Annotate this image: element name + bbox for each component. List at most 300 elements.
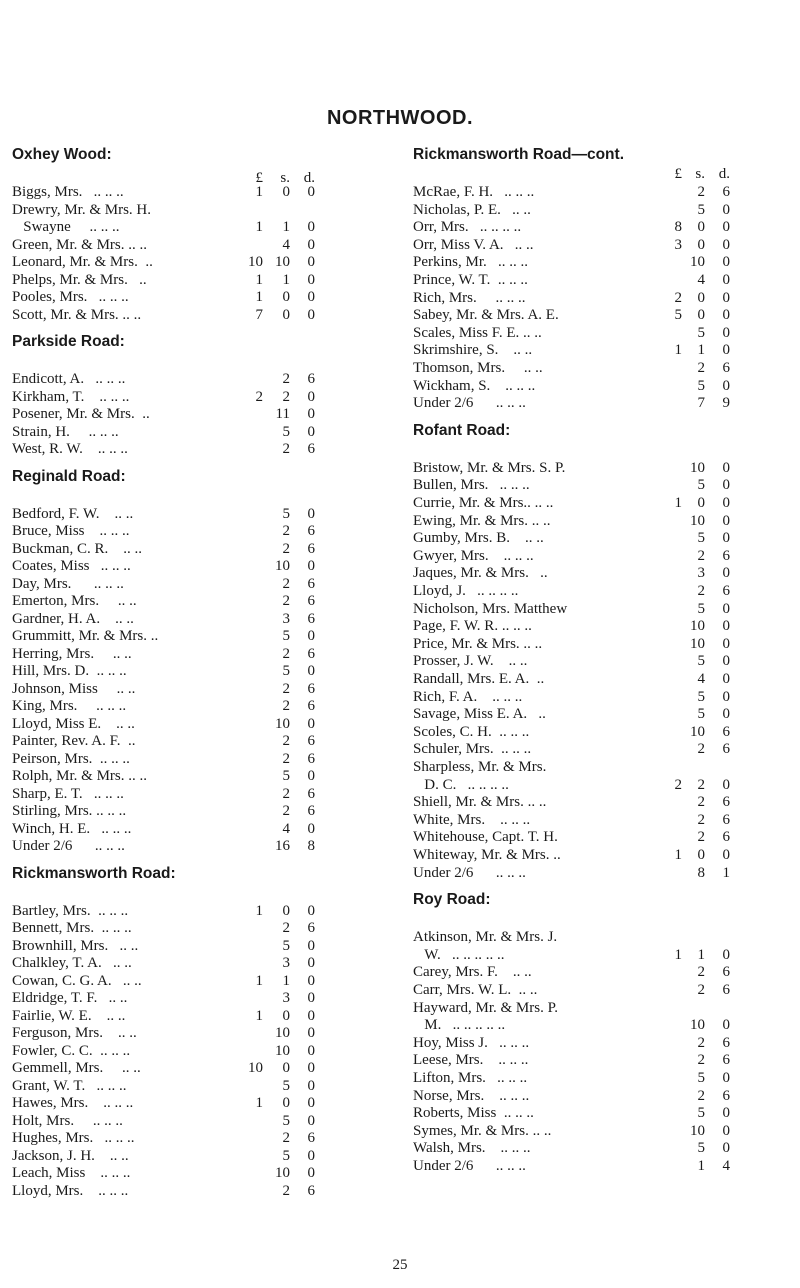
subscriber-name: Currie, Mr. & Mrs.. .. .. xyxy=(413,495,554,511)
amount-pence: 0 xyxy=(722,272,730,288)
amount-pence: 6 xyxy=(307,371,315,387)
amount-shillings: 2 xyxy=(697,583,705,599)
amount-pence: 0 xyxy=(722,236,730,253)
section-heading: Parkside Road: xyxy=(12,333,125,350)
currency-header-shillings: s. xyxy=(695,166,705,182)
amount-pence: 0 xyxy=(722,1140,730,1157)
amount-pence: 0 xyxy=(722,653,730,670)
subscriber-name: Nicholas, P. E. .. .. xyxy=(413,201,531,218)
currency-header-pence: d. xyxy=(718,166,730,182)
amount-shillings: 0 xyxy=(697,219,705,236)
subscriber-name: Kirkham, T. .. .. .. xyxy=(12,388,130,405)
amount-shillings: 0 xyxy=(282,184,290,200)
amount-pence: 0 xyxy=(722,1017,730,1034)
subscriber-name: Green, Mr. & Mrs. .. .. xyxy=(12,236,147,253)
subscriber-name: Scales, Miss F. E. .. .. xyxy=(413,324,542,341)
amount-shillings: 1 xyxy=(282,271,290,288)
amount-pence: 0 xyxy=(307,990,315,1006)
section-heading: Rickmansworth Road—cont. xyxy=(413,146,624,163)
subscriber-row xyxy=(413,688,730,706)
subscriber-row xyxy=(413,1104,730,1122)
amount-pounds: 10 xyxy=(248,1060,263,1076)
amount-shillings: 16 xyxy=(275,838,290,854)
subscriber-name: Wickham, S. .. .. .. xyxy=(413,377,536,394)
amount-pence: 0 xyxy=(722,459,730,476)
subscriber-name: King, Mrs. .. .. .. xyxy=(12,698,127,714)
subscriber-name: Bennett, Mrs. .. .. .. xyxy=(12,920,132,936)
subscriber-name: Whiteway, Mr. & Mrs. .. xyxy=(413,847,561,863)
amount-shillings: 1 xyxy=(282,972,290,989)
amount-pence: 0 xyxy=(722,1070,730,1086)
amount-pence: 0 xyxy=(307,955,315,971)
subscriber-name: Rich, Mrs. .. .. .. xyxy=(413,289,526,306)
amount-shillings: 2 xyxy=(282,1182,290,1199)
subscriber-row xyxy=(12,201,315,219)
amount-shillings: 8 xyxy=(697,864,705,881)
amount-shillings: 10 xyxy=(690,618,705,635)
subscriber-row xyxy=(413,617,730,635)
amount-shillings: 2 xyxy=(697,811,705,828)
subscriber-row xyxy=(12,505,315,523)
amount-shillings: 0 xyxy=(697,236,705,253)
subscriber-name: Hill, Mrs. D. .. .. .. xyxy=(12,663,127,679)
amount-shillings: 4 xyxy=(282,820,290,837)
subscriber-row xyxy=(12,1042,315,1060)
amount-shillings: 2 xyxy=(282,371,290,387)
subscriber-row xyxy=(413,705,730,723)
amount-pounds: 1 xyxy=(674,946,682,963)
amount-pence: 0 xyxy=(307,768,315,784)
amount-pence: 6 xyxy=(307,750,315,767)
amount-shillings: 5 xyxy=(282,1147,290,1164)
subscriber-name: Gumby, Mrs. B. .. .. xyxy=(413,530,544,547)
subscriber-name: Emerton, Mrs. .. .. xyxy=(12,593,137,609)
subscriber-row xyxy=(413,1069,730,1087)
subscriber-row xyxy=(12,1077,315,1095)
currency-header-pence: d. xyxy=(303,170,315,186)
subscriber-row xyxy=(413,1139,730,1157)
amount-pence: 6 xyxy=(722,184,730,200)
amount-shillings: 2 xyxy=(282,575,290,592)
subscriber-row xyxy=(12,1164,315,1182)
amount-pence: 6 xyxy=(307,785,315,802)
subscriber-row xyxy=(413,652,730,670)
subscriber-name: Jaques, Mr. & Mrs. .. xyxy=(413,565,548,582)
amount-shillings: 11 xyxy=(275,406,290,422)
subscriber-row xyxy=(413,324,730,342)
amount-shillings: 5 xyxy=(282,423,290,440)
amount-pence: 0 xyxy=(307,820,315,837)
subscriber-name: D. C. .. .. .. .. xyxy=(413,776,509,793)
subscriber-row xyxy=(12,610,315,628)
amount-pence: 6 xyxy=(722,811,730,828)
subscriber-name: Rich, F. A. .. .. .. xyxy=(413,688,523,705)
subscriber-name: Brownhill, Mrs. .. .. xyxy=(12,937,139,954)
amount-pence: 6 xyxy=(722,723,730,740)
amount-shillings: 5 xyxy=(697,1070,705,1086)
amount-pounds: 7 xyxy=(255,306,263,323)
amount-pounds: 1 xyxy=(674,495,682,511)
subscriber-row xyxy=(12,989,315,1007)
subscriber-row xyxy=(12,1059,315,1077)
subscriber-name: Jackson, J. H. .. .. xyxy=(12,1147,129,1164)
subscriber-name: Stirling, Mrs. .. .. .. xyxy=(12,803,127,819)
amount-pounds: 1 xyxy=(255,1007,263,1024)
subscriber-row xyxy=(413,1087,730,1105)
subscriber-row xyxy=(12,183,315,201)
section-heading: Roy Road: xyxy=(413,891,491,909)
subscriber-name: Grant, W. T. .. .. .. xyxy=(12,1077,127,1094)
amount-pence: 6 xyxy=(722,1087,730,1104)
amount-shillings: 5 xyxy=(282,505,290,522)
amount-shillings: 0 xyxy=(697,495,705,511)
amount-shillings: 0 xyxy=(282,1060,290,1076)
section-heading: Oxhey Wood: xyxy=(12,146,112,163)
amount-shillings: 5 xyxy=(282,768,290,784)
amount-shillings: 1 xyxy=(697,342,705,359)
subscriber-name: Ferguson, Mrs. .. .. xyxy=(12,1025,137,1041)
subscriber-row xyxy=(12,388,315,406)
amount-pence: 6 xyxy=(307,698,315,714)
subscriber-row xyxy=(12,370,315,388)
subscriber-row xyxy=(12,1112,315,1130)
subscriber-row xyxy=(413,981,730,999)
subscriber-row xyxy=(413,529,730,547)
amount-pence: 0 xyxy=(307,1042,315,1059)
amount-shillings: 5 xyxy=(282,1077,290,1094)
amount-shillings: 2 xyxy=(282,680,290,697)
amount-pence: 0 xyxy=(722,495,730,511)
subscriber-name: Sharpless, Mr. & Mrs. xyxy=(413,759,547,775)
subscriber-name: Hoy, Miss J. .. .. .. xyxy=(413,1034,530,1051)
subscriber-row xyxy=(12,802,315,820)
amount-shillings: 0 xyxy=(282,306,290,323)
amount-pence: 6 xyxy=(307,540,315,557)
subscriber-row xyxy=(12,645,315,663)
amount-pounds: 5 xyxy=(674,307,682,324)
amount-shillings: 2 xyxy=(697,547,705,564)
subscriber-row xyxy=(12,271,315,289)
amount-pence: 0 xyxy=(722,377,730,394)
amount-shillings: 10 xyxy=(690,512,705,529)
amount-pence: 0 xyxy=(307,1095,315,1111)
subscriber-row xyxy=(413,635,730,653)
subscriber-row xyxy=(413,723,730,741)
subscriber-name: Painter, Rev. A. F. .. xyxy=(12,733,136,749)
amount-pounds: 8 xyxy=(674,219,682,236)
subscriber-row xyxy=(413,494,730,512)
subscriber-name: McRae, F. H. .. .. .. xyxy=(413,184,535,200)
subscriber-name: Strain, H. .. .. .. xyxy=(12,423,119,440)
subscriber-name: Winch, H. E. .. .. .. xyxy=(12,820,132,837)
subscriber-name: Bruce, Miss .. .. .. xyxy=(12,523,130,539)
subscriber-name: White, Mrs. .. .. .. xyxy=(413,811,531,828)
currency-header-pounds: £ xyxy=(255,170,263,186)
subscriber-row xyxy=(12,522,315,540)
amount-pence: 0 xyxy=(722,671,730,687)
amount-pence: 0 xyxy=(307,1007,315,1024)
amount-pence: 0 xyxy=(307,1025,315,1041)
amount-shillings: 2 xyxy=(282,441,290,457)
subscriber-row xyxy=(413,1157,730,1175)
amount-pence: 0 xyxy=(307,1077,315,1094)
subscriber-row xyxy=(12,627,315,645)
subscriber-row xyxy=(12,820,315,838)
amount-pence: 0 xyxy=(307,406,315,422)
amount-pounds: 2 xyxy=(674,289,682,306)
subscriber-name: Under 2/6 .. .. .. xyxy=(413,1158,526,1174)
subscriber-row xyxy=(413,846,730,864)
amount-shillings: 2 xyxy=(282,523,290,539)
amount-shillings: 2 xyxy=(697,776,705,793)
amount-shillings: 5 xyxy=(282,663,290,679)
amount-pence: 6 xyxy=(307,920,315,936)
amount-shillings: 3 xyxy=(282,955,290,971)
subscriber-row xyxy=(12,697,315,715)
subscriber-row xyxy=(413,341,730,359)
amount-pence: 0 xyxy=(722,307,730,324)
amount-pounds: 3 xyxy=(674,236,682,253)
subscriber-row xyxy=(12,1007,315,1025)
subscriber-row xyxy=(413,1051,730,1069)
amount-shillings: 5 xyxy=(282,1112,290,1129)
amount-shillings: 1 xyxy=(697,1158,705,1174)
subscriber-name: Swayne .. .. .. xyxy=(12,219,120,235)
amount-shillings: 5 xyxy=(282,937,290,954)
subscriber-row xyxy=(12,540,315,558)
subscriber-name: Bristow, Mr. & Mrs. S. P. xyxy=(413,459,566,476)
subscriber-row xyxy=(12,1024,315,1042)
amount-pence: 9 xyxy=(722,395,730,412)
subscriber-name: Lifton, Mrs. .. .. .. xyxy=(413,1070,528,1086)
subscriber-row xyxy=(12,662,315,680)
subscriber-row xyxy=(12,919,315,937)
amount-shillings: 1 xyxy=(697,946,705,963)
amount-pence: 0 xyxy=(722,688,730,705)
amount-pence: 0 xyxy=(722,201,730,218)
amount-pence: 6 xyxy=(722,741,730,758)
subscriber-name: Randall, Mrs. E. A. .. xyxy=(413,671,545,687)
amount-shillings: 10 xyxy=(275,558,290,574)
amount-pence: 6 xyxy=(722,982,730,998)
amount-shillings: 10 xyxy=(690,635,705,652)
subscriber-name: M. .. .. .. .. .. xyxy=(413,1017,506,1034)
amount-pence: 6 xyxy=(722,829,730,846)
amount-pence: 6 xyxy=(307,575,315,592)
amount-shillings: 2 xyxy=(282,750,290,767)
subscriber-name: Coates, Miss .. .. .. xyxy=(12,558,131,574)
subscriber-name: Day, Mrs. .. .. .. xyxy=(12,575,124,592)
subscriber-name: Leach, Miss .. .. .. xyxy=(12,1165,131,1181)
amount-pence: 6 xyxy=(307,610,315,627)
subscriber-name: Buckman, C. R. .. .. xyxy=(12,540,142,557)
amount-pence: 0 xyxy=(722,254,730,271)
subscriber-name: Sabey, Mr. & Mrs. A. E. xyxy=(413,307,559,324)
amount-pence: 6 xyxy=(307,523,315,539)
amount-pence: 0 xyxy=(307,972,315,989)
amount-pounds: 1 xyxy=(255,271,263,288)
amount-shillings: 2 xyxy=(697,184,705,200)
amount-shillings: 0 xyxy=(697,307,705,324)
subscriber-row xyxy=(12,575,315,593)
amount-pence: 6 xyxy=(307,1182,315,1199)
subscriber-row xyxy=(413,359,730,377)
subscriber-row xyxy=(12,715,315,733)
amount-pounds: 1 xyxy=(255,1095,263,1111)
amount-pounds: 10 xyxy=(248,254,263,270)
amount-shillings: 10 xyxy=(275,715,290,732)
amount-pence: 0 xyxy=(722,219,730,236)
subscriber-row xyxy=(12,680,315,698)
amount-pence: 0 xyxy=(307,937,315,954)
subscriber-row xyxy=(413,999,730,1017)
subscriber-row xyxy=(413,218,730,236)
subscriber-name: Bedford, F. W. .. .. xyxy=(12,505,134,522)
amount-shillings: 10 xyxy=(275,254,290,270)
amount-pence: 6 xyxy=(307,593,315,609)
subscriber-row xyxy=(413,582,730,600)
subscriber-row xyxy=(413,776,730,794)
amount-pence: 0 xyxy=(307,388,315,405)
amount-pence: 0 xyxy=(722,635,730,652)
amount-shillings: 7 xyxy=(697,395,705,412)
subscriber-row xyxy=(413,828,730,846)
amount-pence: 0 xyxy=(307,628,315,644)
amount-pounds: 2 xyxy=(255,388,263,405)
subscriber-row xyxy=(12,1129,315,1147)
amount-shillings: 4 xyxy=(282,236,290,253)
subscriber-name: Atkinson, Mr. & Mrs. J. xyxy=(413,929,558,946)
amount-pounds: 1 xyxy=(674,342,682,359)
amount-shillings: 5 xyxy=(697,530,705,547)
amount-shillings: 2 xyxy=(282,785,290,802)
subscriber-name: Herring, Mrs. .. .. xyxy=(12,645,132,662)
subscriber-row xyxy=(413,600,730,618)
amount-shillings: 5 xyxy=(697,324,705,341)
subscriber-name: Gwyer, Mrs. .. .. .. xyxy=(413,547,534,564)
subscriber-name: Page, F. W. R. .. .. .. xyxy=(413,618,532,635)
subscriber-row xyxy=(12,218,315,236)
amount-shillings: 4 xyxy=(697,671,705,687)
subscriber-name: Pooles, Mrs. .. .. .. xyxy=(12,289,129,305)
subscriber-name: Savage, Miss E. A. .. xyxy=(413,706,546,723)
amount-shillings: 2 xyxy=(697,1034,705,1051)
subscriber-name: Sharp, E. T. .. .. .. xyxy=(12,785,124,802)
subscriber-row xyxy=(413,306,730,324)
section-heading: Rofant Road: xyxy=(413,421,511,439)
subscriber-name: Lloyd, Mrs. .. .. .. xyxy=(12,1182,129,1199)
subscriber-name: W. .. .. .. .. .. xyxy=(413,946,505,963)
amount-shillings: 10 xyxy=(275,1042,290,1059)
amount-shillings: 2 xyxy=(282,803,290,819)
subscriber-name: Orr, Mrs. .. .. .. .. xyxy=(413,219,522,236)
subscriber-name: Hayward, Mr. & Mrs. P. xyxy=(413,999,558,1016)
subscriber-row xyxy=(413,271,730,289)
subscriber-row xyxy=(12,557,315,575)
amount-pence: 0 xyxy=(722,342,730,359)
subscriber-row xyxy=(12,440,315,458)
subscriber-name: Bartley, Mrs. .. .. .. xyxy=(12,902,129,919)
subscriber-row xyxy=(413,201,730,219)
subscriber-name: Price, Mr. & Mrs. .. .. xyxy=(413,635,543,652)
amount-shillings: 0 xyxy=(282,902,290,919)
subscriber-name: Lloyd, Miss E. .. .. xyxy=(12,715,135,732)
amount-shillings: 2 xyxy=(697,829,705,846)
amount-shillings: 5 xyxy=(697,1140,705,1157)
amount-shillings: 10 xyxy=(690,1122,705,1139)
amount-pence: 0 xyxy=(722,1122,730,1139)
amount-shillings: 2 xyxy=(282,388,290,405)
amount-pence: 0 xyxy=(307,271,315,288)
subscriber-row xyxy=(413,1016,730,1034)
amount-pounds: 2 xyxy=(674,776,682,793)
subscriber-row xyxy=(12,236,315,254)
subscriber-row xyxy=(12,253,315,271)
subscriber-name: Phelps, Mr. & Mrs. .. xyxy=(12,271,147,288)
amount-shillings: 5 xyxy=(697,477,705,494)
amount-shillings: 3 xyxy=(282,990,290,1006)
amount-pence: 0 xyxy=(307,715,315,732)
amount-pence: 0 xyxy=(722,477,730,494)
amount-shillings: 3 xyxy=(697,565,705,582)
subscriber-row xyxy=(12,937,315,955)
subscriber-name: Perkins, Mr. .. .. .. xyxy=(413,254,529,271)
subscriber-row xyxy=(12,972,315,990)
amount-pence: 0 xyxy=(307,1112,315,1129)
amount-pence: 0 xyxy=(722,618,730,635)
subscriber-row xyxy=(12,306,315,324)
amount-pounds: 1 xyxy=(674,847,682,863)
subscriber-row xyxy=(413,476,730,494)
amount-shillings: 2 xyxy=(697,360,705,376)
amount-pounds: 1 xyxy=(255,289,263,305)
amount-shillings: 0 xyxy=(282,289,290,305)
amount-pence: 6 xyxy=(722,360,730,376)
subscriber-row xyxy=(413,547,730,565)
amount-shillings: 2 xyxy=(697,794,705,811)
amount-shillings: 0 xyxy=(282,1095,290,1111)
amount-shillings: 10 xyxy=(690,254,705,271)
subscriber-name: Grummitt, Mr. & Mrs. .. xyxy=(12,628,159,644)
amount-pence: 0 xyxy=(722,1105,730,1122)
subscriber-row xyxy=(413,1034,730,1052)
subscriber-row xyxy=(413,758,730,776)
subscriber-row xyxy=(413,740,730,758)
subscriber-name: Skrimshire, S. .. .. xyxy=(413,342,533,359)
section-heading: Rickmansworth Road: xyxy=(12,864,176,882)
subscriber-row xyxy=(12,902,315,920)
amount-pence: 0 xyxy=(307,902,315,919)
amount-shillings: 2 xyxy=(697,1087,705,1104)
amount-shillings: 2 xyxy=(282,593,290,609)
subscriber-name: Nicholson, Mrs. Matthew xyxy=(413,600,568,617)
subscriber-row xyxy=(12,750,315,768)
subscriber-name: Holt, Mrs. .. .. .. xyxy=(12,1112,123,1129)
subscriber-name: Scott, Mr. & Mrs. .. .. xyxy=(12,306,142,323)
subscriber-name: Bullen, Mrs. .. .. .. xyxy=(413,477,530,494)
subscriber-name: Hawes, Mrs. .. .. .. xyxy=(12,1095,134,1111)
subscriber-row xyxy=(413,1122,730,1140)
subscriber-name: Drewry, Mr. & Mrs. H. xyxy=(12,201,152,218)
subscriber-row xyxy=(12,785,315,803)
subscriber-row xyxy=(413,377,730,395)
amount-pence: 0 xyxy=(307,306,315,323)
amount-shillings: 2 xyxy=(697,1052,705,1069)
amount-pence: 6 xyxy=(307,441,315,457)
amount-shillings: 2 xyxy=(282,1130,290,1146)
amount-shillings: 2 xyxy=(282,920,290,936)
subscriber-row xyxy=(12,288,315,306)
